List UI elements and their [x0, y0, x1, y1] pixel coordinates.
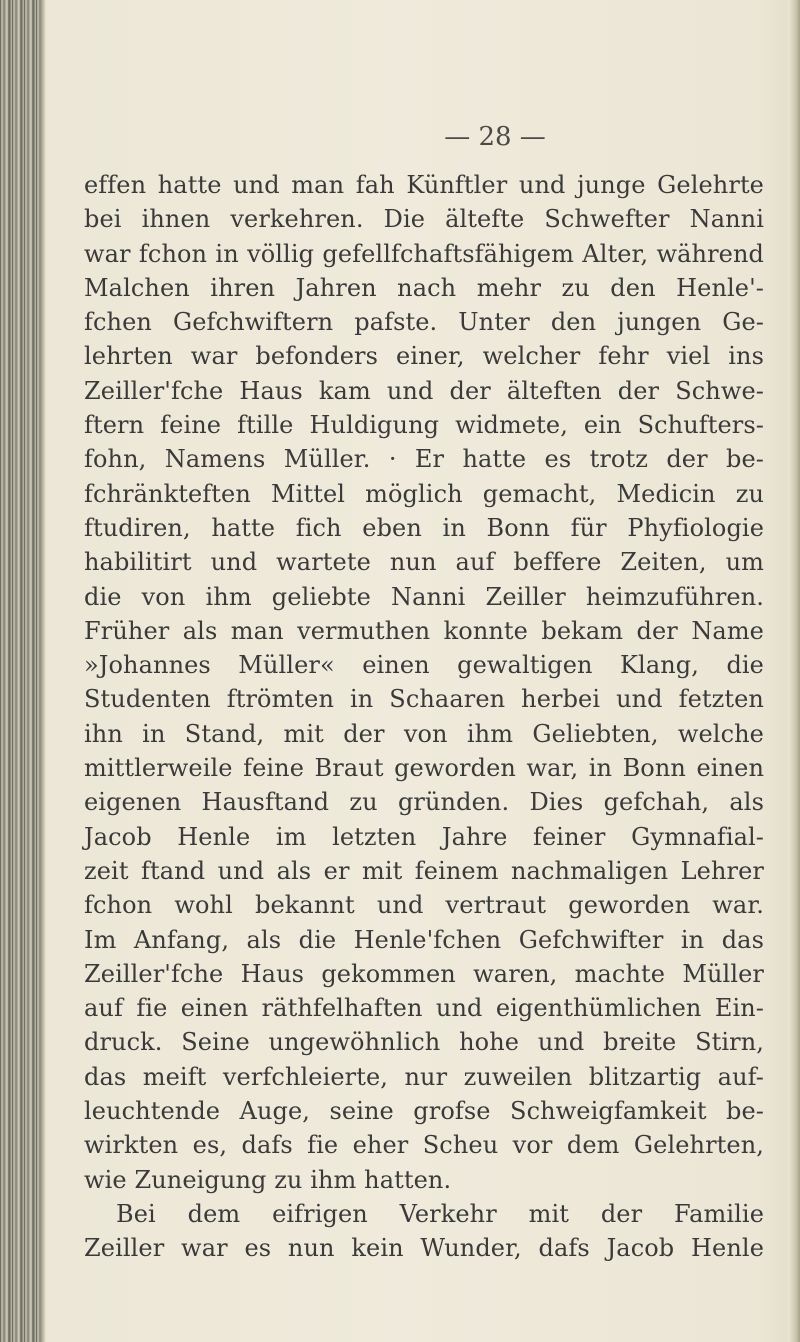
- text-line: Zeiller war es nun kein Wunder, dafs Jacob Henle: [84, 1234, 764, 1263]
- text-line: Jacob Henle im letzten Jahre feiner Gymnafial-: [84, 822, 764, 851]
- text-line: ftern feine ftille Huldigung widmete, ein Schufters-: [84, 411, 764, 440]
- page-number: — 28 —: [444, 122, 546, 152]
- text-line: wirkten es, dafs fie eher Scheu vor dem Gelehrten,: [84, 1131, 764, 1160]
- text-line: Malchen ihren Jahren nach mehr zu den Henle'-: [84, 273, 764, 302]
- gutter-shadow: [40, 0, 46, 1342]
- text-line: zeit ftand und als er mit feinem nachmaligen Lehrer: [84, 856, 764, 885]
- text-line: auf fie einen räthfelhaften und eigenthümlichen Ein-: [84, 994, 764, 1023]
- text-line: lehrten war befonders einer, welcher fehr viel ins: [84, 342, 764, 371]
- text-line: mittlerweile feine Braut geworden war, in Bonn einen: [84, 754, 764, 783]
- text-line: war fchon in völlig gefellfchaftsfähigem Alter, während: [84, 239, 764, 268]
- text-line: Zeiller'fche Haus kam und der älteften der Schwe-: [84, 376, 764, 405]
- text-line: die von ihm geliebte Nanni Zeiller heimzuführen.: [84, 582, 764, 611]
- text-line: fchen Gefchwiftern pafste. Unter den jungen Ge-: [84, 308, 764, 337]
- page-edge-shadow: [788, 0, 800, 1342]
- text-line: druck. Seine ungewöhnlich hohe und breite Stirn,: [84, 1028, 764, 1057]
- text-line: fchränkteften Mittel möglich gemacht, Medicin zu: [84, 479, 764, 508]
- book-spine-gutter: [0, 0, 40, 1342]
- text-line: das meift verfchleierte, nur zuweilen blitzartig auf-: [84, 1062, 764, 1091]
- body-text: [84, 168, 764, 1266]
- text-line: Bei dem eifrigen Verkehr mit der Familie: [116, 1199, 764, 1228]
- text-line: ihn in Stand, mit der von ihm Geliebten, welche: [84, 719, 764, 748]
- text-line: wie Zuneigung zu ihm hatten.: [84, 1165, 452, 1194]
- text-line: »Johannes Müller« einen gewaltigen Klang, die: [84, 651, 764, 680]
- text-line: fchon wohl bekannt und vertraut geworden war.: [84, 891, 764, 920]
- text-line: Im Anfang, als die Henle'fchen Gefchwifter in das: [84, 925, 764, 954]
- text-line: ftudiren, hatte fich eben in Bonn für Phyfiologie: [84, 513, 764, 542]
- text-line: effen hatte und man fah Künftler und junge Gelehrte: [84, 171, 764, 199]
- text-line: fohn, Namens Müller. · Er hatte es trotz der be-: [84, 445, 764, 474]
- text-line: habilitirt und wartete nun auf beffere Zeiten, um: [84, 548, 764, 577]
- text-line: Zeiller'fche Haus gekommen waren, machte Müller: [84, 959, 764, 988]
- text-line: bei ihnen verkehren. Die ältefte Schwefter Nanni: [84, 205, 764, 234]
- text-line: Studenten ftrömten in Schaaren herbei und fetzten: [84, 685, 764, 714]
- text-line: eigenen Hausftand zu gründen. Dies gefchah, als: [84, 788, 764, 817]
- text-line: Früher als man vermuthen konnte bekam der Name: [84, 616, 764, 645]
- text-line: leuchtende Auge, seine grofse Schweigfamkeit be-: [84, 1097, 764, 1126]
